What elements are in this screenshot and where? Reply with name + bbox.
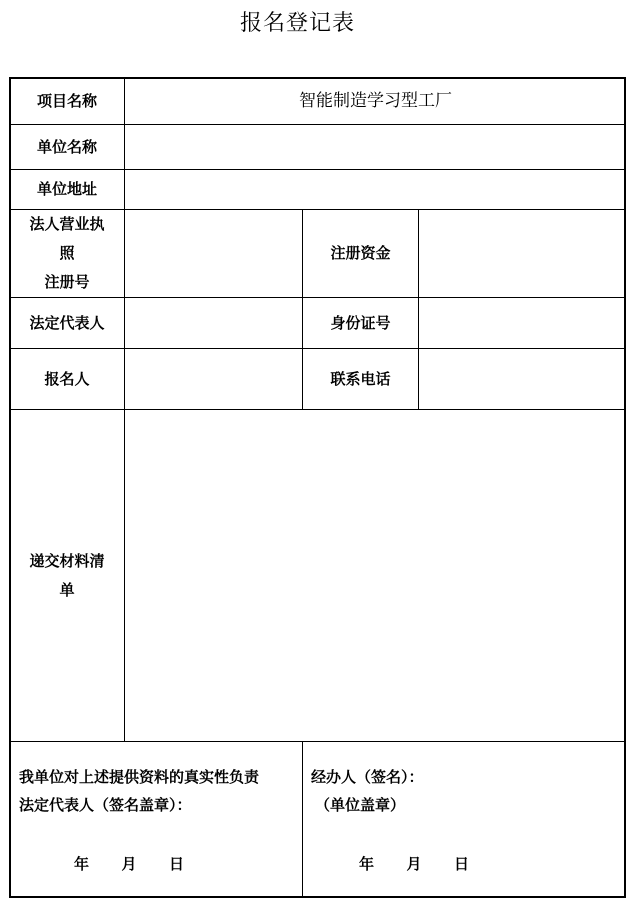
business-license-label-line3: 注册号 xyxy=(44,273,90,291)
declaration-statement: 我单位对上述提供资料的真实性负责 xyxy=(19,768,260,786)
legal-rep-label-text: 法定代表人 xyxy=(29,313,105,332)
handler-signature-label: 经办人（签名）： xyxy=(311,768,424,786)
unit-name-field[interactable] xyxy=(124,124,626,169)
legal-rep-signature-date xyxy=(74,853,184,874)
id-number-label-text: 身份证号 xyxy=(330,313,391,332)
phone-label xyxy=(302,348,418,409)
legal-rep-signature-label: 法定代表人（签名盖章）： xyxy=(19,796,192,814)
phone-field[interactable] xyxy=(418,348,626,409)
registered-capital-field[interactable] xyxy=(418,209,626,297)
date-day: 日 xyxy=(168,855,184,873)
declaration-right xyxy=(302,741,626,898)
business-license-label-line2: 照 xyxy=(59,244,75,262)
declaration-left xyxy=(9,741,302,898)
project-name-value: 智能制造学习型工厂 xyxy=(299,90,452,111)
legal-rep-label xyxy=(9,297,124,348)
legal-rep-field[interactable] xyxy=(124,297,302,348)
registered-capital-label xyxy=(302,209,418,297)
registered-capital-label-text: 注册资金 xyxy=(330,244,391,262)
project-name-label-text: 项目名称 xyxy=(36,91,97,110)
materials-field[interactable] xyxy=(124,409,626,741)
date-day: 日 xyxy=(453,855,469,873)
materials-label-line1: 递交材料清 xyxy=(29,551,105,570)
applicant-field[interactable] xyxy=(124,348,302,409)
unit-name-label-text: 单位名称 xyxy=(36,137,97,156)
date-month: 月 xyxy=(121,855,137,873)
applicant-label-text: 报名人 xyxy=(44,369,90,388)
materials-label xyxy=(9,409,124,741)
business-license-field[interactable] xyxy=(124,209,302,297)
materials-label-line2: 单 xyxy=(59,580,75,599)
applicant-label xyxy=(9,348,124,409)
unit-seal-label: （单位盖章） xyxy=(315,796,406,814)
unit-address-label-text: 单位地址 xyxy=(36,180,97,198)
page-title: 报名登记表 xyxy=(239,11,355,36)
id-number-label xyxy=(302,297,418,348)
date-year: 年 xyxy=(359,855,375,873)
unit-address-field[interactable] xyxy=(124,169,626,209)
date-year: 年 xyxy=(74,855,90,873)
project-name-field[interactable] xyxy=(124,77,626,124)
business-license-label-line1: 法人营业执 xyxy=(29,215,105,233)
date-month: 月 xyxy=(406,855,422,873)
unit-name-label xyxy=(9,124,124,169)
business-license-label xyxy=(9,209,124,297)
phone-label-text: 联系电话 xyxy=(330,369,391,388)
id-number-field[interactable] xyxy=(418,297,626,348)
project-name-label xyxy=(9,77,124,124)
handler-signature-date xyxy=(359,853,469,874)
unit-address-label xyxy=(9,169,124,209)
